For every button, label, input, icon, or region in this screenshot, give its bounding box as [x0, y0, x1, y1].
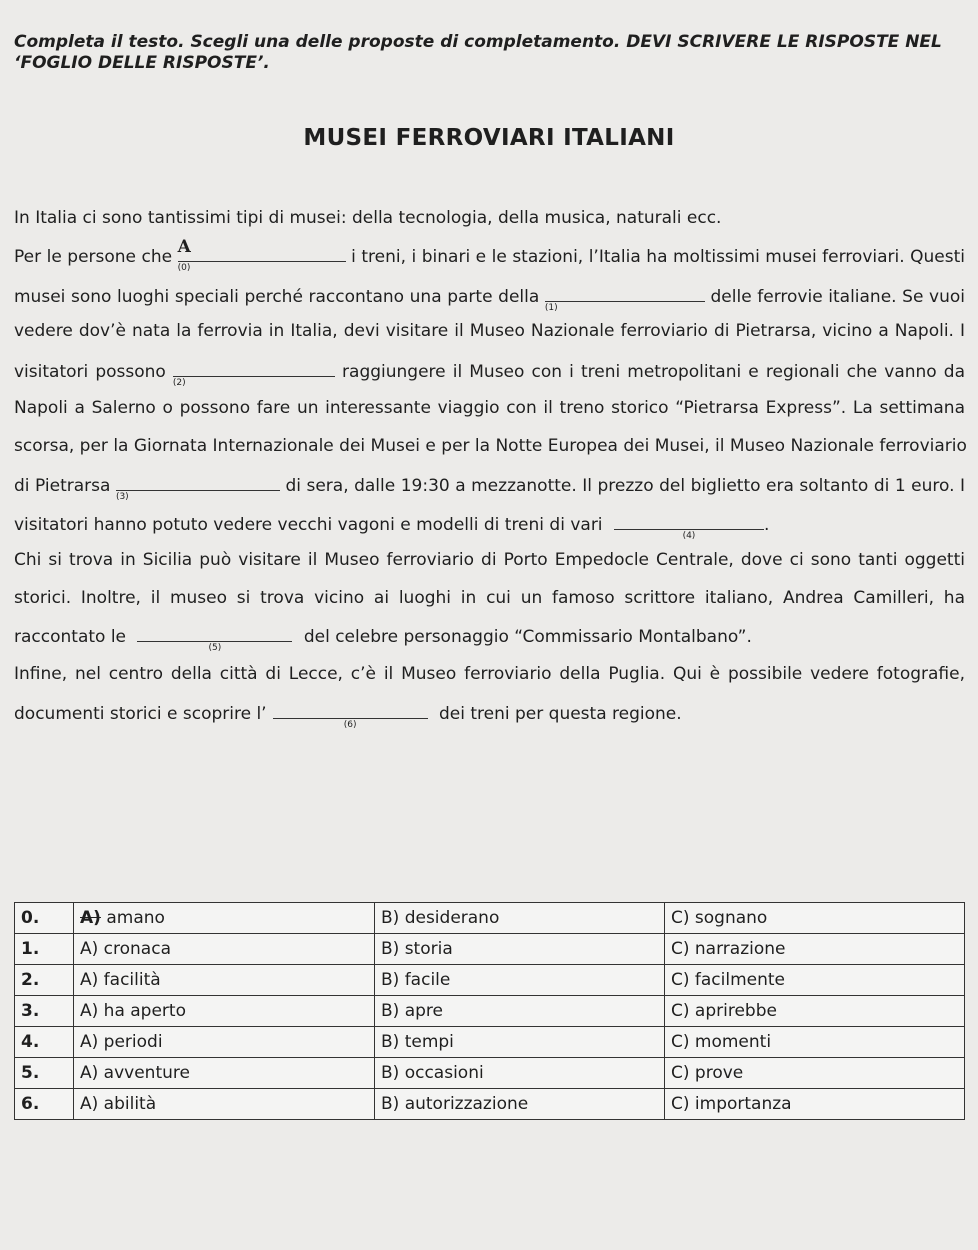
text-segment: delle ferrovie italiane. Se vuoi [710, 287, 965, 307]
option-b[interactable]: B) apre [375, 996, 665, 1027]
blank-2[interactable] [172, 358, 335, 388]
option-c[interactable]: C) narrazione [665, 934, 965, 965]
example-answer: A [177, 237, 191, 257]
blank-5[interactable] [137, 623, 292, 653]
text-line [14, 700, 965, 730]
instructions: Completa il testo. Scegli una delle proposte di completamento. DEVI SCRIVERE LE RISPOSTE NEL ‘FOGLIO DELLE RISPOSTE’. [14, 32, 942, 73]
text-segment: di sera, dalle 19:30 a mezzanotte. Il prezzo del biglietto era soltanto di 1 euro. I [285, 476, 966, 496]
item-number: 5. [15, 1058, 74, 1089]
option-a[interactable]: A) ha aperto [74, 996, 375, 1027]
text-line [14, 358, 966, 388]
item-number: 3. [15, 996, 74, 1027]
blank-0[interactable] [177, 237, 346, 273]
text-line: vedere dov’è nata la ferrovia in Italia, devi visitare il Museo Nazionale ferroviario di Pietrarsa, vicino a Napoli. I [14, 321, 965, 341]
blank-number: (6) [343, 720, 357, 730]
text-line [14, 472, 966, 502]
item-number: 6. [15, 1089, 74, 1120]
blank-number: (2) [172, 378, 186, 388]
option-c[interactable]: C) facilmente [665, 965, 965, 996]
option-c[interactable]: C) importanza [665, 1089, 965, 1120]
option-b[interactable]: B) tempi [375, 1027, 665, 1058]
blank-1[interactable] [544, 283, 705, 313]
text-line: storici. Inoltre, il museo si trova vicino ai luoghi in cui un famoso scrittore italiano, Andrea Camilleri, ha [14, 588, 965, 608]
text-line [14, 511, 965, 541]
text-line: scorsa, per la Giornata Internazionale dei Musei e per la Notte Europea dei Musei, il Museo Nazionale ferroviario [14, 436, 967, 456]
option-b[interactable]: B) storia [375, 934, 665, 965]
option-c[interactable]: C) aprirebbe [665, 996, 965, 1027]
blank-number: (3) [115, 492, 129, 502]
blank-number: (1) [544, 303, 558, 313]
text-segment: Per le persone che [14, 247, 173, 267]
table-row [15, 965, 965, 996]
option-b[interactable]: B) autorizzazione [375, 1089, 665, 1120]
text-segment: documenti storici e scoprire l’ [14, 704, 267, 724]
text-segment: dei treni per questa regione. [439, 704, 682, 724]
option-c[interactable]: C) momenti [665, 1027, 965, 1058]
text-line [14, 283, 965, 313]
item-number: 0. [15, 903, 74, 934]
blank-3[interactable] [115, 472, 280, 502]
text-segment: . [763, 515, 770, 535]
option-a[interactable]: A) cronaca [74, 934, 375, 965]
text-segment: visitatori possono [14, 362, 166, 382]
text-segment: musei sono luoghi speciali perché raccontano una parte della [14, 287, 540, 307]
table-row [15, 903, 965, 934]
blank-number: (4) [682, 531, 696, 541]
text-line: Infine, nel centro della città di Lecce, c’è il Museo ferroviario della Puglia. Qui è possibile vedere fotografie, [14, 664, 965, 684]
option-c[interactable]: C) prove [665, 1058, 965, 1089]
crossed-letter: A) [80, 908, 101, 928]
text-segment: visitatori hanno potuto vedere vecchi vagoni e modelli di treni di vari [14, 515, 603, 535]
text-segment: di Pietrarsa [14, 476, 111, 496]
text-line [14, 623, 965, 653]
option-a[interactable]: A) facilità [74, 965, 375, 996]
option-b[interactable]: B) desiderano [375, 903, 665, 934]
item-number: 2. [15, 965, 74, 996]
blank-6[interactable] [273, 700, 428, 730]
item-number: 1. [15, 934, 74, 965]
page-title: MUSEI FERROVIARI ITALIANI [303, 125, 675, 151]
option-a[interactable]: A) avventure [74, 1058, 375, 1089]
blank-4[interactable] [614, 511, 764, 541]
text-line: In Italia ci sono tantissimi tipi di musei: della tecnologia, della musica, naturali ecc. [14, 208, 722, 228]
blank-number: (5) [208, 643, 222, 653]
option-c[interactable]: C) sognano [665, 903, 965, 934]
option-b[interactable]: B) occasioni [375, 1058, 665, 1089]
text-segment: i treni, i binari e le stazioni, l’Italia ha moltissimi musei ferroviari. Questi [351, 247, 966, 267]
option-a[interactable] [74, 903, 375, 934]
option-b[interactable]: B) facile [375, 965, 665, 996]
blank-number: (0) [177, 263, 191, 273]
option-a[interactable]: A) abilità [74, 1089, 375, 1120]
option-a[interactable]: A) periodi [74, 1027, 375, 1058]
table-row [15, 996, 965, 1027]
table-row [15, 934, 965, 965]
text-line [14, 237, 966, 273]
text-segment: raggiungere il Museo con i treni metropolitani e regionali che vanno da [342, 362, 966, 382]
text-line: Chi si trova in Sicilia può visitare il Museo ferroviario di Porto Empedocle Centrale, dove ci sono tanti oggetti [14, 550, 965, 570]
text-line: Napoli a Salerno o possono fare un interessante viaggio con il treno storico “Pietrarsa Express”. La settimana [14, 398, 965, 418]
table-row [15, 1058, 965, 1089]
item-number: 4. [15, 1027, 74, 1058]
text-segment: del celebre personaggio “Commissario Montalbano”. [303, 627, 752, 647]
text-segment: raccontato le [14, 627, 127, 647]
table-row [15, 1089, 965, 1120]
options-table [14, 902, 965, 1120]
option-text: amano [106, 908, 165, 928]
table-row [15, 1027, 965, 1058]
